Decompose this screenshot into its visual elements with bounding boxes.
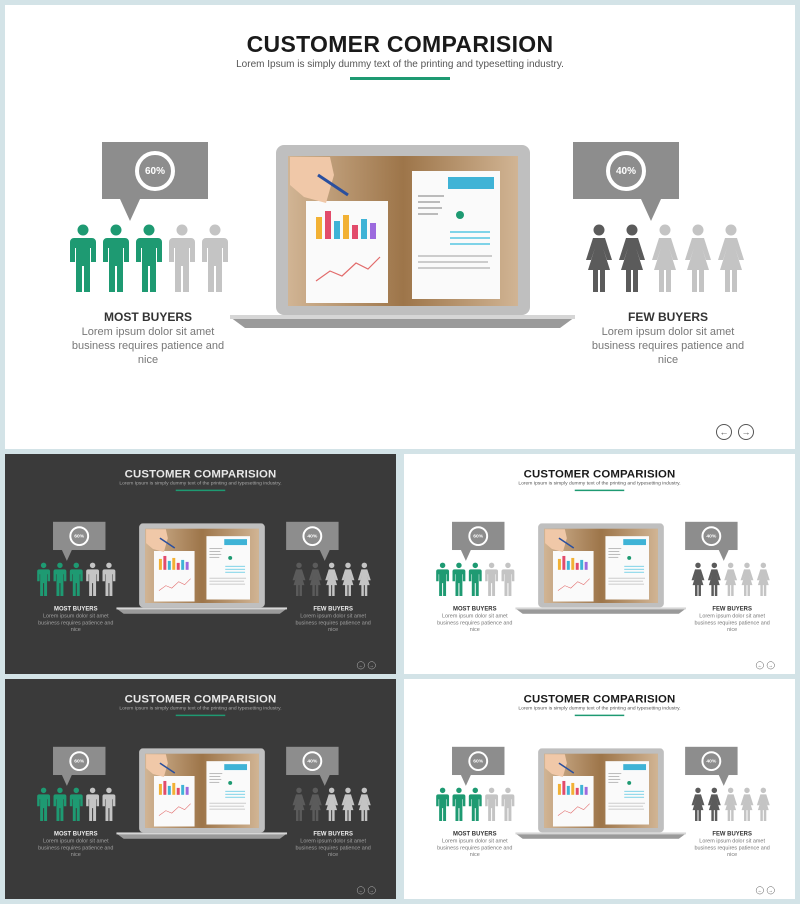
slide-thumb-dark-2[interactable] bbox=[5, 679, 396, 899]
few-buyers-label: FEW BUYERS bbox=[313, 604, 353, 612]
percent-ring-40: 40% bbox=[606, 151, 646, 191]
laptop-image bbox=[116, 748, 287, 839]
left-speech-bubble bbox=[452, 747, 504, 775]
title-underline bbox=[575, 490, 624, 491]
arrow-left-icon[interactable]: ← bbox=[358, 887, 364, 893]
female-person-icon bbox=[707, 787, 721, 821]
slide-subtitle: Lorem Ipsum is simply dummy text of the printing and typesetting industry. bbox=[236, 59, 564, 70]
left-speech-bubble bbox=[53, 522, 105, 550]
female-figures-row bbox=[585, 224, 745, 292]
female-figures-row bbox=[292, 562, 371, 596]
male-person-icon bbox=[485, 562, 499, 596]
slide-main[interactable] bbox=[5, 5, 795, 449]
most-buyers-label: MOST BUYERS bbox=[53, 604, 98, 612]
most-buyers-description: Lorem ipsum dolor sit amet business requires patience and nice bbox=[71, 326, 225, 366]
percent-ring-60: 60% bbox=[468, 526, 488, 546]
few-buyers-description: Lorem ipsum dolor sit amet business requires patience and nice bbox=[295, 837, 371, 858]
most-buyers-label: MOST BUYERS bbox=[103, 310, 192, 324]
arrow-left-icon[interactable]: ← bbox=[358, 662, 364, 668]
female-person-icon bbox=[740, 562, 754, 596]
male-person-icon bbox=[69, 787, 83, 821]
most-buyers-label: MOST BUYERS bbox=[452, 829, 497, 837]
few-buyers-label: FEW BUYERS bbox=[313, 829, 353, 837]
female-figures-row bbox=[691, 562, 770, 596]
percent-ring-60: 60% bbox=[135, 151, 175, 191]
female-person-icon bbox=[756, 562, 770, 596]
few-buyers-label: FEW BUYERS bbox=[627, 310, 708, 324]
right-speech-bubble bbox=[685, 747, 737, 775]
female-person-icon bbox=[651, 224, 679, 292]
male-person-icon bbox=[53, 562, 67, 596]
slide-navigation bbox=[756, 886, 775, 894]
female-person-icon bbox=[717, 224, 745, 292]
percent-ring-40: 40% bbox=[302, 751, 322, 771]
male-figures-row bbox=[436, 562, 515, 596]
male-person-icon bbox=[102, 562, 116, 596]
most-buyers-label: MOST BUYERS bbox=[53, 829, 98, 837]
male-person-icon bbox=[452, 562, 466, 596]
arrow-right-icon[interactable]: → bbox=[768, 662, 773, 668]
few-buyers-description: Lorem ipsum dolor sit amet business requires patience and nice bbox=[694, 837, 770, 858]
female-person-icon bbox=[292, 562, 306, 596]
slide-navigation bbox=[357, 661, 376, 669]
laptop-image bbox=[515, 748, 686, 839]
title-underline bbox=[176, 490, 225, 491]
title-underline bbox=[350, 77, 450, 80]
female-person-icon bbox=[724, 562, 738, 596]
percent-ring-60: 60% bbox=[69, 751, 89, 771]
few-buyers-description: Lorem ipsum dolor sit amet business requires patience and nice bbox=[295, 612, 371, 633]
percent-ring-60: 60% bbox=[468, 751, 488, 771]
slide-thumb-light-2[interactable] bbox=[404, 679, 795, 899]
male-person-icon bbox=[53, 787, 67, 821]
female-figures-row bbox=[691, 787, 770, 821]
laptop-image bbox=[230, 145, 575, 328]
right-speech-bubble bbox=[286, 747, 338, 775]
right-speech-bubble bbox=[685, 522, 737, 550]
male-person-icon bbox=[201, 224, 229, 292]
male-person-icon bbox=[436, 787, 450, 821]
slide-thumb-light-1[interactable] bbox=[404, 454, 795, 674]
male-figures-row bbox=[69, 224, 229, 292]
female-person-icon bbox=[308, 787, 322, 821]
male-person-icon bbox=[168, 224, 196, 292]
female-figures-row bbox=[292, 787, 371, 821]
male-figures-row bbox=[37, 787, 116, 821]
slide-navigation bbox=[716, 424, 754, 440]
female-person-icon bbox=[756, 787, 770, 821]
female-person-icon bbox=[308, 562, 322, 596]
arrow-right-icon[interactable]: → bbox=[369, 662, 374, 668]
title-underline bbox=[575, 715, 624, 716]
female-person-icon bbox=[740, 787, 754, 821]
male-person-icon bbox=[436, 562, 450, 596]
male-person-icon bbox=[501, 787, 515, 821]
laptop-image bbox=[515, 523, 686, 614]
percent-ring-40: 40% bbox=[302, 526, 322, 546]
right-speech-bubble bbox=[286, 522, 338, 550]
slide-title: CUSTOMER COMPARISION bbox=[523, 466, 676, 480]
arrow-right-icon[interactable]: → bbox=[768, 887, 773, 893]
arrow-left-icon[interactable]: ← bbox=[716, 424, 732, 440]
female-person-icon bbox=[691, 562, 705, 596]
slide-subtitle: Lorem Ipsum is simply dummy text of the printing and typesetting industry. bbox=[518, 705, 681, 712]
percent-ring-40: 40% bbox=[701, 526, 721, 546]
male-person-icon bbox=[485, 787, 499, 821]
male-person-icon bbox=[501, 562, 515, 596]
male-person-icon bbox=[37, 562, 51, 596]
male-person-icon bbox=[468, 562, 482, 596]
percent-ring-40: 40% bbox=[701, 751, 721, 771]
slide-title: CUSTOMER COMPARISION bbox=[523, 691, 676, 705]
male-person-icon bbox=[452, 787, 466, 821]
male-person-icon bbox=[102, 224, 130, 292]
male-person-icon bbox=[468, 787, 482, 821]
female-person-icon bbox=[707, 562, 721, 596]
left-speech-bubble bbox=[53, 747, 105, 775]
female-person-icon bbox=[618, 224, 646, 292]
male-figures-row bbox=[37, 562, 116, 596]
slide-title: CUSTOMER COMPARISION bbox=[246, 31, 554, 57]
male-person-icon bbox=[102, 787, 116, 821]
male-person-icon bbox=[69, 562, 83, 596]
male-person-icon bbox=[69, 224, 97, 292]
left-speech-bubble bbox=[452, 522, 504, 550]
most-buyers-description: Lorem ipsum dolor sit amet business requires patience and nice bbox=[437, 837, 513, 858]
female-person-icon bbox=[292, 787, 306, 821]
percent-ring-60: 60% bbox=[69, 526, 89, 546]
male-person-icon bbox=[135, 224, 163, 292]
laptop-image bbox=[116, 523, 287, 614]
few-buyers-description: Lorem ipsum dolor sit amet business requires patience and nice bbox=[694, 612, 770, 633]
male-person-icon bbox=[86, 562, 100, 596]
arrow-right-icon[interactable]: → bbox=[369, 887, 374, 893]
arrow-left-icon[interactable]: ← bbox=[757, 662, 763, 668]
female-person-icon bbox=[325, 787, 339, 821]
female-person-icon bbox=[585, 224, 613, 292]
slide-subtitle: Lorem Ipsum is simply dummy text of the printing and typesetting industry. bbox=[119, 705, 282, 712]
title-underline bbox=[176, 715, 225, 716]
slide-navigation bbox=[357, 886, 376, 894]
female-person-icon bbox=[724, 787, 738, 821]
slide-title: CUSTOMER COMPARISION bbox=[124, 466, 277, 480]
few-buyers-label: FEW BUYERS bbox=[712, 604, 752, 612]
left-speech-bubble bbox=[102, 142, 208, 199]
male-person-icon bbox=[86, 787, 100, 821]
female-person-icon bbox=[357, 562, 371, 596]
slide-title: CUSTOMER COMPARISION bbox=[124, 691, 277, 705]
female-person-icon bbox=[684, 224, 712, 292]
slide-subtitle: Lorem Ipsum is simply dummy text of the printing and typesetting industry. bbox=[119, 480, 282, 487]
right-speech-bubble bbox=[573, 142, 679, 199]
most-buyers-description: Lorem ipsum dolor sit amet business requires patience and nice bbox=[38, 837, 114, 858]
arrow-right-icon[interactable]: → bbox=[738, 424, 754, 440]
arrow-left-icon[interactable]: ← bbox=[757, 887, 763, 893]
slide-subtitle: Lorem Ipsum is simply dummy text of the printing and typesetting industry. bbox=[518, 480, 681, 487]
female-person-icon bbox=[325, 562, 339, 596]
few-buyers-label: FEW BUYERS bbox=[712, 829, 752, 837]
most-buyers-label: MOST BUYERS bbox=[452, 604, 497, 612]
slide-navigation bbox=[756, 661, 775, 669]
most-buyers-description: Lorem ipsum dolor sit amet business requires patience and nice bbox=[437, 612, 513, 633]
female-person-icon bbox=[341, 562, 355, 596]
most-buyers-description: Lorem ipsum dolor sit amet business requires patience and nice bbox=[38, 612, 114, 633]
female-person-icon bbox=[691, 787, 705, 821]
female-person-icon bbox=[341, 787, 355, 821]
slide-thumb-dark-1[interactable] bbox=[5, 454, 396, 674]
male-figures-row bbox=[436, 787, 515, 821]
female-person-icon bbox=[357, 787, 371, 821]
male-person-icon bbox=[37, 787, 51, 821]
few-buyers-description: Lorem ipsum dolor sit amet business requires patience and nice bbox=[591, 326, 745, 366]
